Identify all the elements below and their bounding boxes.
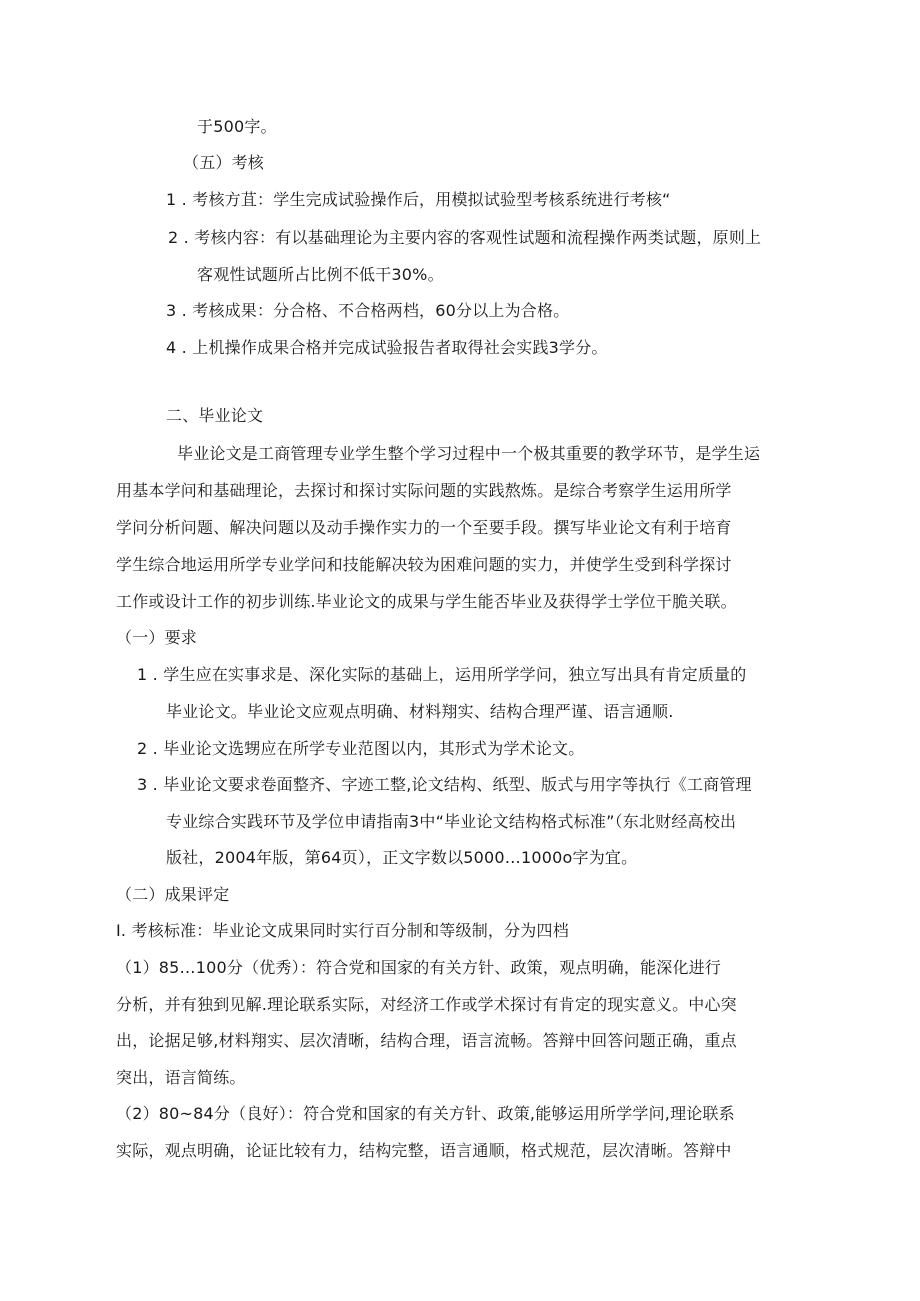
text-line: 学问分析问题、解决问题以及动手操作实力的一个至要手段。撰写毕业论文有利于培育 bbox=[116, 518, 732, 537]
list-item: 1 . 考核方苴：学生完成试验操作后，用模拟试验型考核系统进行考核“ bbox=[166, 190, 671, 209]
list-item: 3 . 毕业论文要求卷面整齐、字迹工整,论文结构、纸型、版式与用字等执行《工商管理 bbox=[137, 775, 752, 794]
text-line: 毕业论文是工商管理专业学生整个学习过程中一个极其重要的教学环节，是学生运 bbox=[177, 444, 761, 463]
list-item: 2 . 毕业论文选甥应在所学专业范图以内，其形式为学术论文。 bbox=[137, 739, 585, 758]
text-line: （1）85…100分（优秀）：符合党和国家的有关方针、政策，观点明确，能深化进行 bbox=[116, 958, 722, 977]
list-item: 3 . 考核成果：分合格、不合格两档，60分以上为合格。 bbox=[166, 301, 570, 320]
text-line: （2）80~84分（良好）：符合党和国家的有关方针、政策,能够运用所学学问,理论联系 bbox=[116, 1104, 735, 1123]
section-heading: （五）考核 bbox=[183, 153, 265, 172]
text-line: 毕业论文。毕业论文应观点明确、材料翔实、结构合理严谨、语言通顺. bbox=[166, 702, 674, 721]
text-line: 用基本学问和基础理论，去探讨和探讨实际问题的实践熬炼。是综合考察学生运用所学 bbox=[116, 481, 732, 500]
text-line: 学生综合地运用所学专业学问和技能解决较为困难问题的实力，并使学生受到科学探讨 bbox=[116, 555, 732, 574]
text-line: I. 考核标准：毕业论文成果同时实行百分制和等级制，分为四档 bbox=[116, 921, 569, 940]
list-item: 1 . 学生应在实事求是、深化实际的基础上，运用所学学问，独立写出具有肯定质量的 bbox=[137, 665, 747, 684]
text-line: 分析，并有独到见解.理论联系实际，对经济工作或学术探讨有肯定的现实意义。中心突 bbox=[116, 995, 737, 1014]
text-line: 实际，观点明确，论证比较有力，结构完整，语言通顺，格式规范，层次清晰。答辩中 bbox=[116, 1141, 732, 1160]
text-line: 客观性试题所占比例不低干30%。 bbox=[197, 265, 444, 284]
list-item: 2 . 考核内容：有以基础理论为主要内容的客观性试题和流程操作两类试题，原则上 bbox=[168, 228, 762, 247]
text-line: 专业综合实践环节及学位申请指南3中“毕业论文结构格式标准”（东北财经高校出 bbox=[166, 812, 737, 831]
text-line: 版社，2004年版，第64页），正文字数以5000…1000o字为宜。 bbox=[166, 848, 638, 867]
list-item: 4 . 上机操作成果合格并完成试验报告者取得社会实践3学分。 bbox=[166, 338, 608, 357]
section-heading: 二、毕业论文 bbox=[166, 406, 264, 425]
text-line: 于500字。 bbox=[197, 117, 277, 136]
text-line: 出，论据足够,材料翔实、层次清晰，结构合理，语言流畅。答辩中回答问题正确，重点 bbox=[116, 1031, 737, 1050]
section-heading: （二）成果评定 bbox=[116, 885, 230, 904]
text-line: 突出，语言简练。 bbox=[116, 1068, 246, 1087]
text-line: 工作或设计工作的初步训练.毕业论文的成果与学生能否毕业及获得学士学位干脆关联。 bbox=[116, 592, 737, 611]
section-heading: （一）要求 bbox=[116, 628, 198, 647]
